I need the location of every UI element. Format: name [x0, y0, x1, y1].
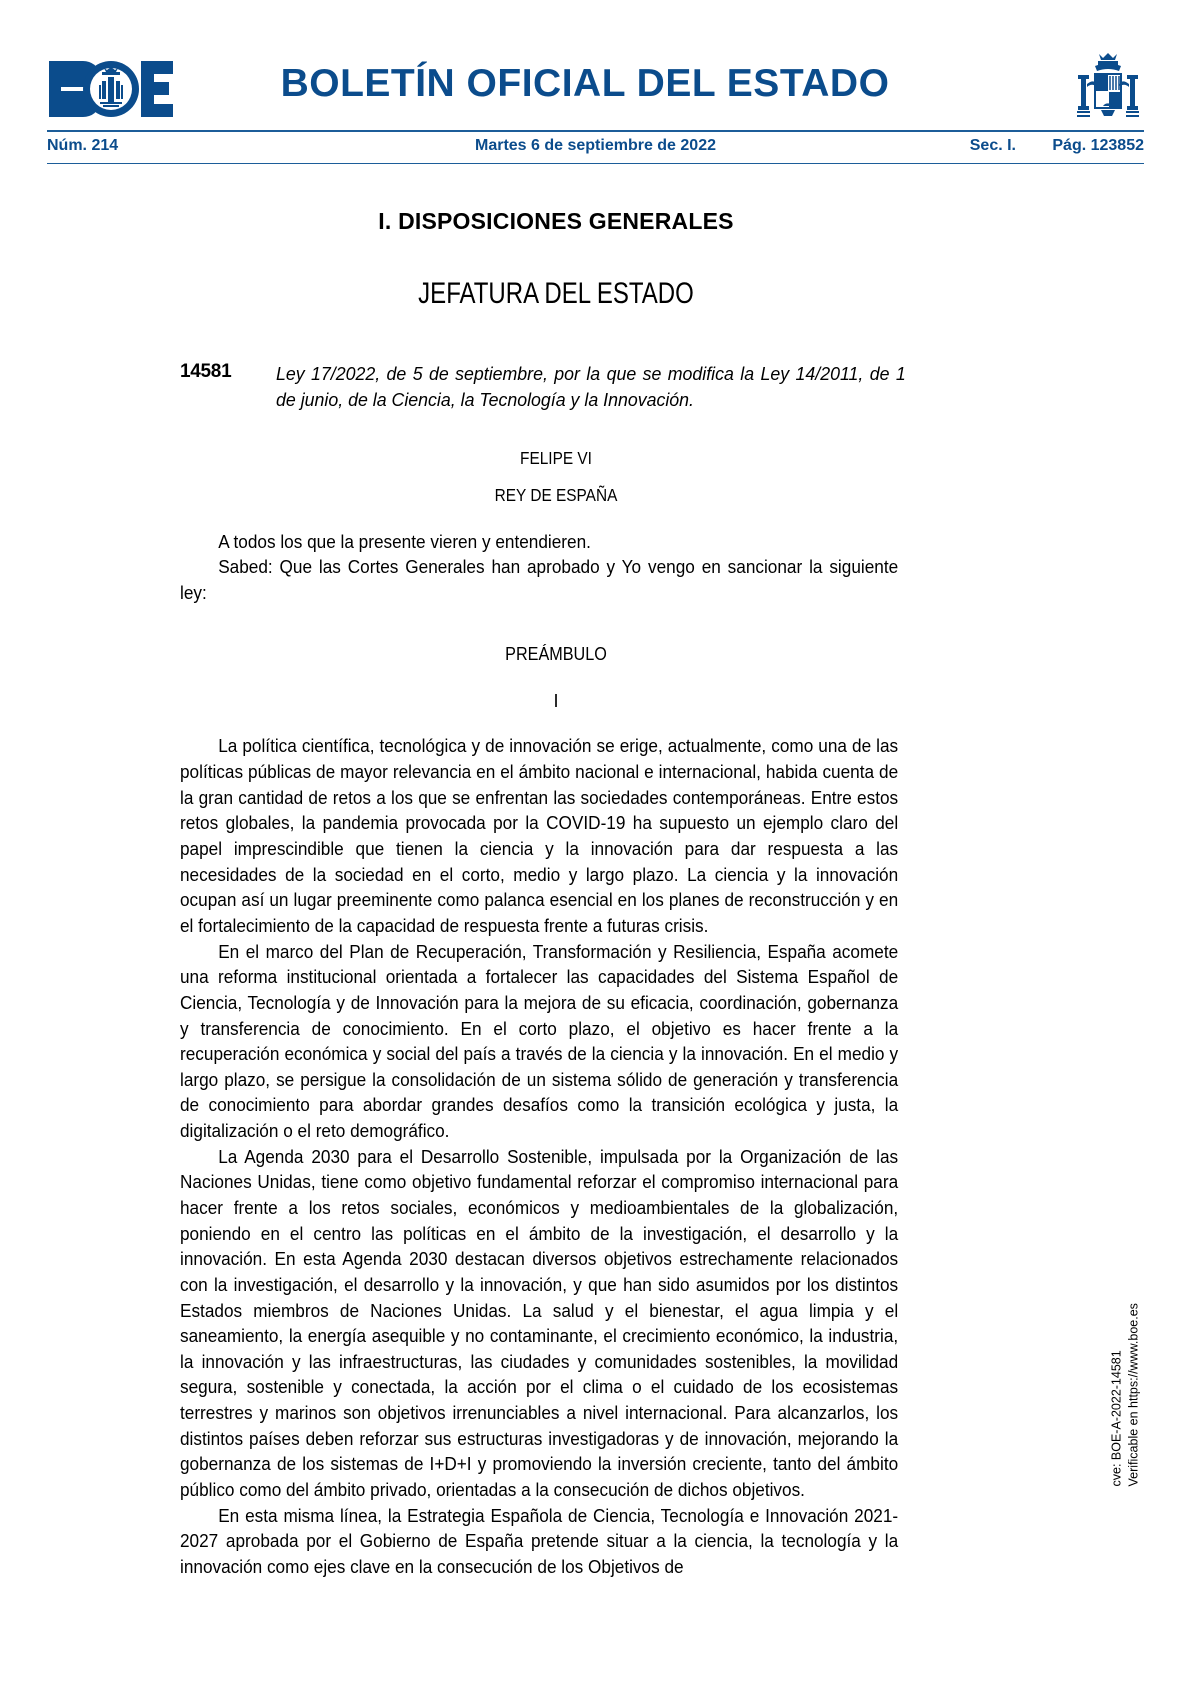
- header-divider-bottom: [47, 163, 1144, 164]
- disposition-entry: [180, 361, 932, 414]
- cve-sidebar: [1109, 1226, 1161, 1486]
- header-meta-row: [47, 137, 1144, 161]
- document-content: [180, 200, 932, 1581]
- issue-date: Martes 6 de septiembre de 2022: [474, 137, 716, 154]
- verification-url[interactable]: Verificable en https://www.boe.es: [1126, 1302, 1141, 1486]
- cve-code: cve: BOE-A-2022-14581: [1109, 1349, 1124, 1486]
- preamble-body: [180, 734, 932, 1580]
- preamble-heading: PREÁMBULO: [505, 644, 607, 665]
- boe-logo-icon: [47, 55, 175, 123]
- masthead-title: BOLETÍN OFICIAL DEL ESTADO: [280, 62, 890, 105]
- header-divider-top: [47, 130, 1144, 132]
- page-masthead: [0, 0, 1191, 170]
- proclamation-line-2: Sabed: Que las Cortes Generales han aprobado y Yo vengo en sancionar la siguiente ley:: [180, 557, 899, 603]
- preamble-roman-numeral: I: [553, 691, 559, 712]
- section-label: Sec. I.: [969, 137, 1016, 154]
- preamble-paragraph: En el marco del Plan de Recuperación, Transformación y Resiliencia, España acomete una reforma institucional orientada a fortalecer las capacidades del Sistema Español de Ciencia, Tecnología y de Innovación para la mejora de su eficacia, coordinación, gobernanza y transferencia de conocimiento. En el corto plazo, el objetivo es hacer frente a la recuperación económica y social del país a través de la ciencia y la innovación. En el medio y largo plazo, se persigue la consolidación de un sistema sólido de generación y transferencia de conocimiento para abordar grandes desafíos como la transición ecológica y justa, la digitalización o el reto demográfico.: [180, 941, 899, 1142]
- page-title: I. DISPOSICIONES GENERALES: [378, 208, 734, 234]
- king-title: REY DE ESPAÑA: [494, 484, 618, 505]
- preamble-paragraph: La Agenda 2030 para el Desarrollo Sostenible, impulsada por la Organización de las Naciones Unidas, tiene como objetivo fundamental reforzar el compromiso internacional para hacer frente a los retos sociales, económicos y medioambientales de la globalización, poniendo en el centro las políticas en el ámbito de la investigación, el desarrollo y la innovación. En esta Agenda 2030 destacan diversos objetivos estrechamente relacionados con la investigación, el desarrollo y la innovación, y que han sido asumidos por los distintos Estados miembros de Naciones Unidas. La salud y el bienestar, el agua limpia y el saneamiento, la energía asequible y no contaminante, el crecimiento económico, la industria, la innovación y las infraestructuras, las ciudades y comunidades sostenibles, la movilidad segura, sostenible y conectada, la acción por el clima o el cuidado de los ecosistemas terrestres y marinos son objetivos irrenunciables a nivel internacional. Para alcanzarlos, los distintos países deben reforzar sus estructuras investigadoras y de innovación, mejorando la gobernanza de los sistemas de I+D+I y promoviendo la inversión creciente, tanto del ámbito público como del ámbito privado, orientadas a la consecución de dichos objetivos.: [180, 1146, 899, 1501]
- proclamation-line-1: A todos los que la presente vieren y entendieren.: [218, 531, 591, 552]
- preamble-paragraph: La política científica, tecnológica y de innovación se erige, actualmente, como una de las políticas públicas de mayor relevancia en el ámbito nacional e internacional, habida cuenta de la gran cantidad de retos a los que se enfrentan las sociedades contemporáneas. Entre estos retos globales, la pandemia provocada por la COVID-19 ha supuesto un ejemplo claro del papel imprescindible que tienen la ciencia y la innovación para dar respuesta a las necesidades de la sociedad en el corto, medio y largo plazo. La ciencia y la innovación ocupan así un lugar preeminente como palanca esencial en los planes de reconstrucción y en el fortalecimiento de la capacidad de respuesta frente a futuras crisis.: [180, 736, 899, 936]
- issuing-organ-title: JEFATURA DEL ESTADO: [418, 277, 694, 310]
- issue-number: Núm. 214: [47, 137, 119, 154]
- king-name: FELIPE VI: [520, 447, 592, 468]
- preamble-paragraph: En esta misma línea, la Estrategia Española de Ciencia, Tecnología e Innovación 2021-2027 aprobada por el Gobierno de España pretende situar a la ciencia, la tecnología y la innovación como ejes clave en la consecución de los Objetivos de: [180, 1505, 899, 1577]
- disposition-title: Ley 17/2022, de 5 de septiembre, por la que se modifica la Ley 14/2011, de 1 de junio, de la Ciencia, la Tecnología y la Innovación.: [276, 363, 906, 411]
- page-number-label: Pág. 123852: [1052, 137, 1144, 154]
- disposition-number: 14581: [180, 361, 232, 382]
- coat-of-arms-icon: [1073, 48, 1143, 130]
